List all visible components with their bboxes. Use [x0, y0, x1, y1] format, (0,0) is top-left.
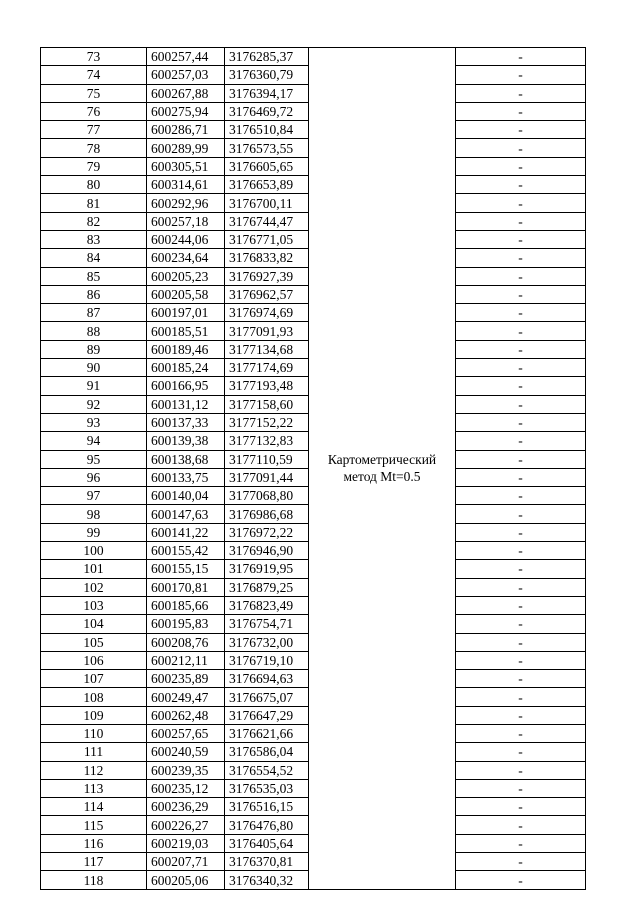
point-number-cell: 82 [41, 212, 147, 230]
x-coordinate-cell: 600257,44 [147, 48, 225, 66]
y-coordinate-cell: 3176719,10 [225, 651, 309, 669]
description-cell: - [456, 121, 586, 139]
point-number-cell: 94 [41, 432, 147, 450]
y-coordinate-cell: 3176986,68 [225, 505, 309, 523]
description-cell: - [456, 871, 586, 889]
y-coordinate-cell: 3176586,04 [225, 743, 309, 761]
y-coordinate-cell: 3176340,32 [225, 871, 309, 889]
x-coordinate-cell: 600133,75 [147, 468, 225, 486]
point-number-cell: 116 [41, 834, 147, 852]
x-coordinate-cell: 600137,33 [147, 413, 225, 431]
point-number-cell: 92 [41, 395, 147, 413]
y-coordinate-cell: 3176919,95 [225, 560, 309, 578]
x-coordinate-cell: 600244,06 [147, 230, 225, 248]
x-coordinate-cell: 600140,04 [147, 487, 225, 505]
y-coordinate-cell: 3176394,17 [225, 84, 309, 102]
x-coordinate-cell: 600234,64 [147, 249, 225, 267]
description-cell: - [456, 523, 586, 541]
point-number-cell: 75 [41, 84, 147, 102]
x-coordinate-cell: 600195,83 [147, 615, 225, 633]
description-cell: - [456, 560, 586, 578]
description-cell: - [456, 84, 586, 102]
x-coordinate-cell: 600185,51 [147, 322, 225, 340]
description-cell: - [456, 706, 586, 724]
point-number-cell: 90 [41, 359, 147, 377]
point-number-cell: 87 [41, 304, 147, 322]
x-coordinate-cell: 600205,23 [147, 267, 225, 285]
y-coordinate-cell: 3176647,29 [225, 706, 309, 724]
x-coordinate-cell: 600170,81 [147, 578, 225, 596]
x-coordinate-cell: 600208,76 [147, 633, 225, 651]
x-coordinate-cell: 600139,38 [147, 432, 225, 450]
y-coordinate-cell: 3176405,64 [225, 834, 309, 852]
y-coordinate-cell: 3176510,84 [225, 121, 309, 139]
y-coordinate-cell: 3177091,44 [225, 468, 309, 486]
point-number-cell: 97 [41, 487, 147, 505]
x-coordinate-cell: 600275,94 [147, 102, 225, 120]
description-cell: - [456, 450, 586, 468]
x-coordinate-cell: 600212,11 [147, 651, 225, 669]
y-coordinate-cell: 3176927,39 [225, 267, 309, 285]
description-cell: - [456, 834, 586, 852]
x-coordinate-cell: 600189,46 [147, 340, 225, 358]
x-coordinate-cell: 600197,01 [147, 304, 225, 322]
point-number-cell: 114 [41, 798, 147, 816]
x-coordinate-cell: 600147,63 [147, 505, 225, 523]
point-number-cell: 84 [41, 249, 147, 267]
point-number-cell: 112 [41, 761, 147, 779]
x-coordinate-cell: 600257,03 [147, 66, 225, 84]
method-line-2: метод Mt=0.5 [343, 469, 421, 485]
point-number-cell: 95 [41, 450, 147, 468]
description-cell: - [456, 542, 586, 560]
description-cell: - [456, 377, 586, 395]
x-coordinate-cell: 600138,68 [147, 450, 225, 468]
description-cell: - [456, 413, 586, 431]
x-coordinate-cell: 600289,99 [147, 139, 225, 157]
point-number-cell: 81 [41, 194, 147, 212]
point-number-cell: 98 [41, 505, 147, 523]
y-coordinate-cell: 3177091,93 [225, 322, 309, 340]
method-cell [309, 48, 456, 890]
y-coordinate-cell: 3176476,80 [225, 816, 309, 834]
x-coordinate-cell: 600226,27 [147, 816, 225, 834]
description-cell: - [456, 322, 586, 340]
point-number-cell: 104 [41, 615, 147, 633]
x-coordinate-cell: 600185,66 [147, 596, 225, 614]
y-coordinate-cell: 3176732,00 [225, 633, 309, 651]
y-coordinate-cell: 3176605,65 [225, 157, 309, 175]
x-coordinate-cell: 600219,03 [147, 834, 225, 852]
x-coordinate-cell: 600235,89 [147, 670, 225, 688]
point-number-cell: 91 [41, 377, 147, 395]
x-coordinate-cell: 600235,12 [147, 779, 225, 797]
x-coordinate-cell: 600249,47 [147, 688, 225, 706]
y-coordinate-cell: 3176771,05 [225, 230, 309, 248]
point-number-cell: 85 [41, 267, 147, 285]
point-number-cell: 74 [41, 66, 147, 84]
y-coordinate-cell: 3176972,22 [225, 523, 309, 541]
y-coordinate-cell: 3176744,47 [225, 212, 309, 230]
point-number-cell: 99 [41, 523, 147, 541]
point-number-cell: 113 [41, 779, 147, 797]
description-cell: - [456, 779, 586, 797]
y-coordinate-cell: 3176516,15 [225, 798, 309, 816]
description-cell: - [456, 230, 586, 248]
description-cell: - [456, 468, 586, 486]
x-coordinate-cell: 600207,71 [147, 853, 225, 871]
description-cell: - [456, 596, 586, 614]
point-number-cell: 111 [41, 743, 147, 761]
description-cell: - [456, 487, 586, 505]
description-cell: - [456, 66, 586, 84]
description-cell: - [456, 688, 586, 706]
description-cell: - [456, 578, 586, 596]
description-cell: - [456, 615, 586, 633]
description-cell: - [456, 743, 586, 761]
y-coordinate-cell: 3176573,55 [225, 139, 309, 157]
x-coordinate-cell: 600205,06 [147, 871, 225, 889]
y-coordinate-cell: 3176823,49 [225, 596, 309, 614]
x-coordinate-cell: 600236,29 [147, 798, 225, 816]
point-number-cell: 96 [41, 468, 147, 486]
point-number-cell: 109 [41, 706, 147, 724]
y-coordinate-cell: 3176833,82 [225, 249, 309, 267]
point-number-cell: 93 [41, 413, 147, 431]
description-cell: - [456, 505, 586, 523]
description-cell: - [456, 48, 586, 66]
x-coordinate-cell: 600262,48 [147, 706, 225, 724]
y-coordinate-cell: 3176675,07 [225, 688, 309, 706]
y-coordinate-cell: 3176946,90 [225, 542, 309, 560]
description-cell: - [456, 359, 586, 377]
table-row [41, 48, 586, 66]
x-coordinate-cell: 600305,51 [147, 157, 225, 175]
y-coordinate-cell: 3176285,37 [225, 48, 309, 66]
description-cell: - [456, 853, 586, 871]
point-number-cell: 100 [41, 542, 147, 560]
y-coordinate-cell: 3176554,52 [225, 761, 309, 779]
point-number-cell: 86 [41, 285, 147, 303]
y-coordinate-cell: 3176621,66 [225, 724, 309, 742]
description-cell: - [456, 761, 586, 779]
point-number-cell: 118 [41, 871, 147, 889]
x-coordinate-cell: 600205,58 [147, 285, 225, 303]
y-coordinate-cell: 3176370,81 [225, 853, 309, 871]
coordinates-table [40, 47, 586, 890]
point-number-cell: 110 [41, 724, 147, 742]
description-cell: - [456, 176, 586, 194]
point-number-cell: 101 [41, 560, 147, 578]
x-coordinate-cell: 600257,18 [147, 212, 225, 230]
coordinates-table-body [41, 48, 586, 890]
y-coordinate-cell: 3177110,59 [225, 450, 309, 468]
description-cell: - [456, 432, 586, 450]
x-coordinate-cell: 600155,42 [147, 542, 225, 560]
description-cell: - [456, 340, 586, 358]
point-number-cell: 80 [41, 176, 147, 194]
point-number-cell: 79 [41, 157, 147, 175]
point-number-cell: 83 [41, 230, 147, 248]
x-coordinate-cell: 600166,95 [147, 377, 225, 395]
point-number-cell: 106 [41, 651, 147, 669]
description-cell: - [456, 267, 586, 285]
description-cell: - [456, 194, 586, 212]
method-line-1: Картометрический [327, 452, 437, 468]
point-number-cell: 89 [41, 340, 147, 358]
point-number-cell: 103 [41, 596, 147, 614]
point-number-cell: 117 [41, 853, 147, 871]
description-cell: - [456, 304, 586, 322]
y-coordinate-cell: 3176535,03 [225, 779, 309, 797]
y-coordinate-cell: 3177193,48 [225, 377, 309, 395]
x-coordinate-cell: 600257,65 [147, 724, 225, 742]
point-number-cell: 88 [41, 322, 147, 340]
description-cell: - [456, 724, 586, 742]
y-coordinate-cell: 3176360,79 [225, 66, 309, 84]
x-coordinate-cell: 600131,12 [147, 395, 225, 413]
x-coordinate-cell: 600292,96 [147, 194, 225, 212]
y-coordinate-cell: 3176469,72 [225, 102, 309, 120]
x-coordinate-cell: 600286,71 [147, 121, 225, 139]
point-number-cell: 102 [41, 578, 147, 596]
point-number-cell: 73 [41, 48, 147, 66]
description-cell: - [456, 798, 586, 816]
x-coordinate-cell: 600240,59 [147, 743, 225, 761]
y-coordinate-cell: 3177152,22 [225, 413, 309, 431]
y-coordinate-cell: 3177134,68 [225, 340, 309, 358]
x-coordinate-cell: 600185,24 [147, 359, 225, 377]
point-number-cell: 105 [41, 633, 147, 651]
y-coordinate-cell: 3177158,60 [225, 395, 309, 413]
description-cell: - [456, 670, 586, 688]
x-coordinate-cell: 600239,35 [147, 761, 225, 779]
x-coordinate-cell: 600141,22 [147, 523, 225, 541]
y-coordinate-cell: 3176694,63 [225, 670, 309, 688]
description-cell: - [456, 249, 586, 267]
y-coordinate-cell: 3177174,69 [225, 359, 309, 377]
y-coordinate-cell: 3177068,80 [225, 487, 309, 505]
y-coordinate-cell: 3177132,83 [225, 432, 309, 450]
point-number-cell: 115 [41, 816, 147, 834]
point-number-cell: 107 [41, 670, 147, 688]
y-coordinate-cell: 3176974,69 [225, 304, 309, 322]
description-cell: - [456, 139, 586, 157]
description-cell: - [456, 633, 586, 651]
point-number-cell: 77 [41, 121, 147, 139]
description-cell: - [456, 102, 586, 120]
point-number-cell: 78 [41, 139, 147, 157]
y-coordinate-cell: 3176653,89 [225, 176, 309, 194]
description-cell: - [456, 285, 586, 303]
description-cell: - [456, 395, 586, 413]
y-coordinate-cell: 3176700,11 [225, 194, 309, 212]
point-number-cell: 76 [41, 102, 147, 120]
description-cell: - [456, 816, 586, 834]
y-coordinate-cell: 3176962,57 [225, 285, 309, 303]
y-coordinate-cell: 3176754,71 [225, 615, 309, 633]
description-cell: - [456, 212, 586, 230]
description-cell: - [456, 157, 586, 175]
description-cell: - [456, 651, 586, 669]
x-coordinate-cell: 600155,15 [147, 560, 225, 578]
point-number-cell: 108 [41, 688, 147, 706]
x-coordinate-cell: 600267,88 [147, 84, 225, 102]
y-coordinate-cell: 3176879,25 [225, 578, 309, 596]
x-coordinate-cell: 600314,61 [147, 176, 225, 194]
